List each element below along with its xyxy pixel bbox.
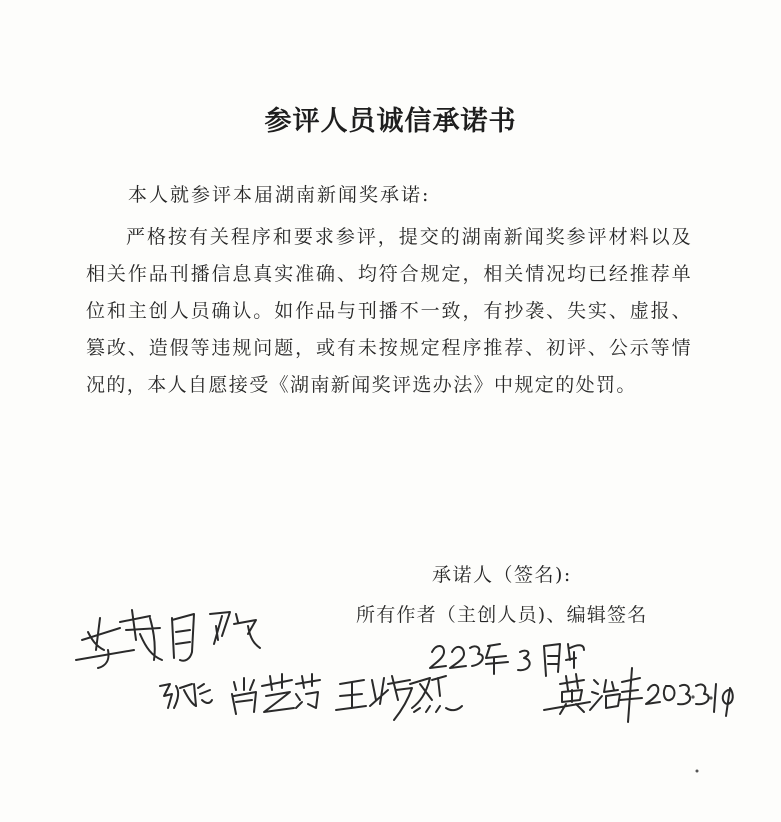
signature-2 [210, 612, 260, 648]
signature-6 [544, 668, 642, 722]
commitment-body: 严格按有关程序和要求参评，提交的湖南新闻奖参评材料以及相关作品刊播信息真实准确、均符合规定，相关情况均已经推荐单位和主创人员确认。如作品与刊播不一致，有抄袭、失实、虚报、篡改、造假等违规问题，或有未按规定程序推荐、初评、公示等情况的，本人自愿接受《湖南新闻奖评选办法》中规定的处罚。 [86, 226, 692, 396]
authors-label: 所有作者（主创人员)、编辑签名 [356, 604, 648, 626]
ink-speck [696, 770, 699, 773]
signature-3 [160, 684, 212, 708]
signer-label: 承诺人（签名): [432, 564, 572, 586]
document-title: 参评人员诚信承诺书 [264, 106, 517, 137]
signature-5 [336, 676, 462, 720]
signature-1 [76, 610, 194, 668]
intro-line: 本人就参评本届湖南新闻奖承诺: [128, 184, 431, 206]
handwritten-date-2 [646, 684, 733, 716]
signature-4 [232, 674, 320, 714]
handwritten-date-1 [430, 644, 584, 676]
